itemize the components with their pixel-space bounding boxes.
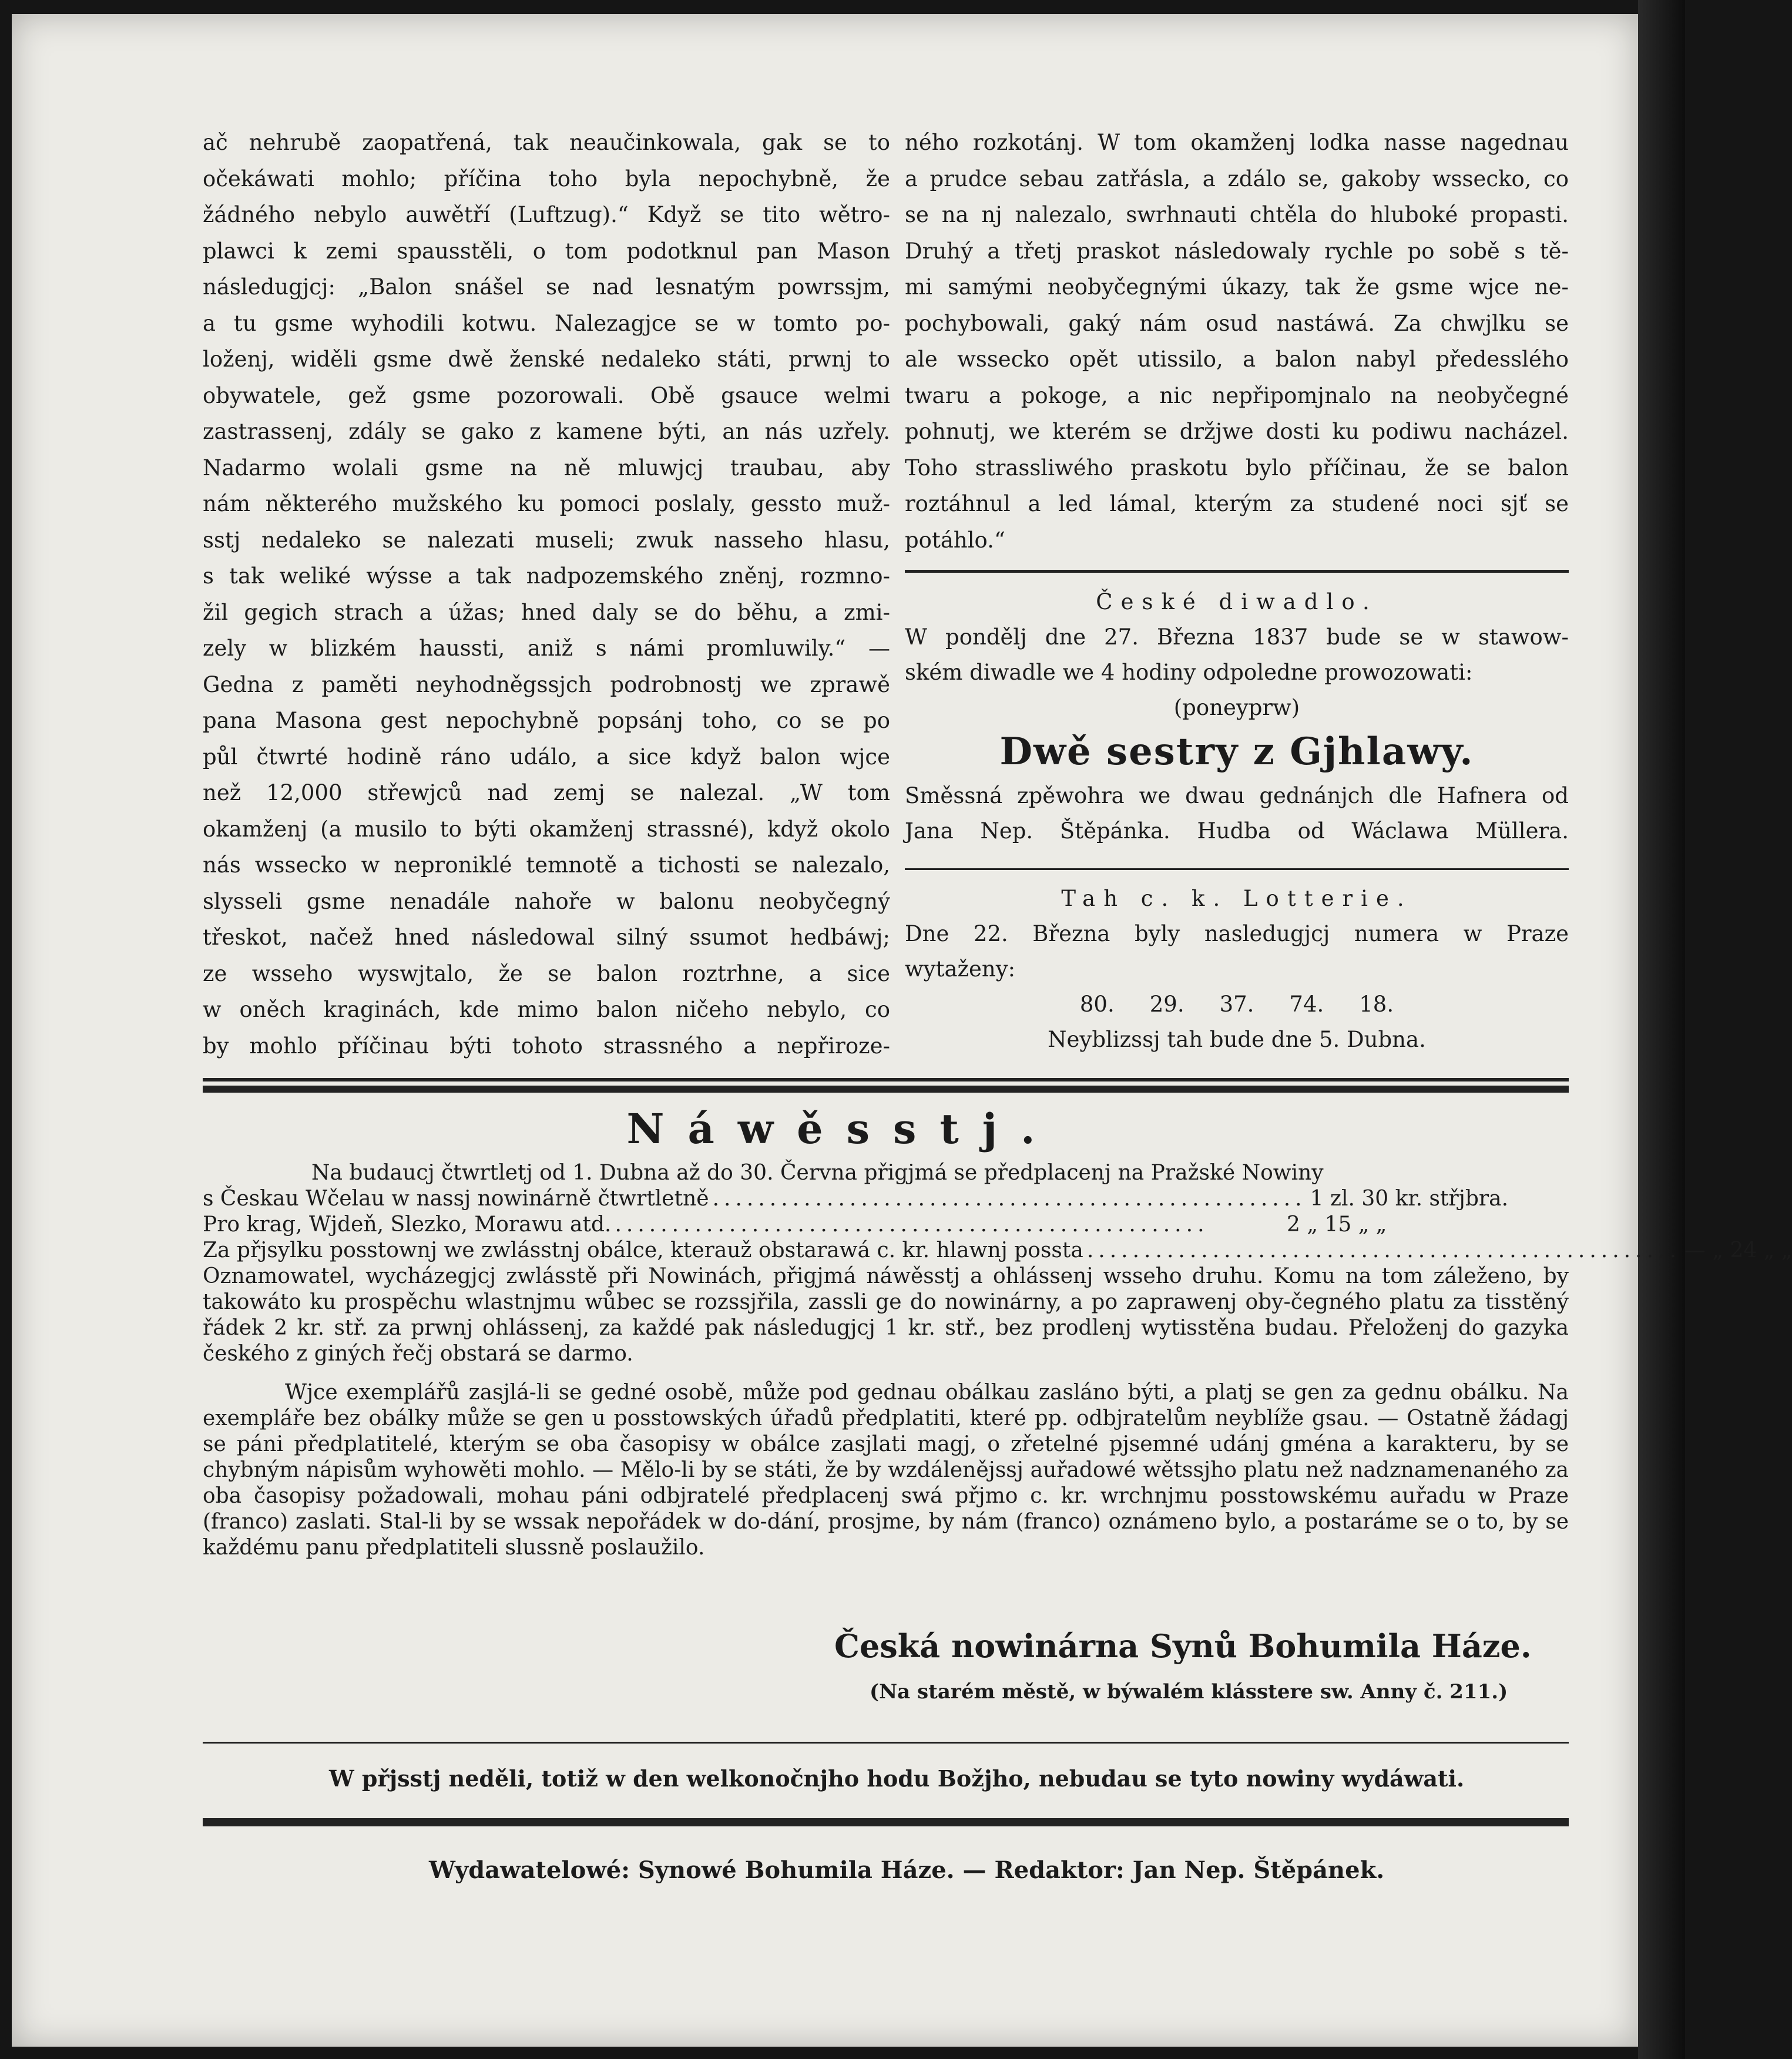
article-line: loženj, widěli gsme dwě ženské nedaleko státi, prwnj to [203, 347, 890, 372]
scan-edge [1638, 0, 1685, 2059]
article-line: twaru a pokoge, a nic nepřipomjnalo na neobyčegné [905, 382, 1569, 408]
notice-intro: Na budaucj čtwrtletj od 1. Dubna až do 30. Června přigjmá se předplacenj na Pražské Nowiny [311, 1161, 1324, 1185]
double-rule [203, 1078, 1569, 1081]
price-amount: — „ 24 „ „ [1684, 1238, 1792, 1262]
theatre-announcement [905, 585, 1569, 849]
lottery-number: 37. [1219, 992, 1254, 1017]
lottery-number: 18. [1359, 992, 1394, 1017]
notice-body [203, 1160, 1792, 1561]
article-line: žil gegich strach a úžas; hned daly se do běhu, a zmi- [203, 599, 890, 625]
play-title: Dwě sestry z Gjhlawy. [999, 730, 1474, 774]
section-rule [203, 1818, 1569, 1826]
article-line: než 12,000 střewjců nad zemj se nalezal. „W tom [203, 780, 890, 805]
article-line: se na nj nalezalo, swrhnauti chtěla do hluboké propasti. [905, 202, 1569, 227]
article-line: roztáhnul a led lámal, kterým za studené noci sjť se [905, 491, 1569, 516]
price-row [203, 1186, 1569, 1212]
notice-address: (Na starém městě, w býwalém klásstere sw. Anny č. 211.) [870, 1680, 1508, 1704]
theatre-heading: České diwadlo. [1096, 589, 1378, 614]
section-rule [203, 1742, 1569, 1744]
article-line: ale wssecko opět utissilo, a balon nabyl předesslého [905, 347, 1569, 372]
article-line: následugjcj: „Balon snášel se nad lesnatým powrssjm, [203, 274, 890, 300]
notice-paragraph: Oznamowatel, wycházegjcj zwlásstě při Nowinách, přigjmá náwěsstj a ohlássenj wsseho druhu. Komu na tom záleženo, by takowáto ku prospěchu wlastnjmu wůbec se rozssjřila, zassli ge do nowinárny, a po zaprawenj oby-čegného platu za tisstěný řádek 2 kr. stř. za prwnj ohlássenj, za každé pak následugjcj 1 kr. stř., bez prodlenj wytisstěna budau. Přeloženj do gazyka českého z giných řečj obstará se darmo. [203, 1264, 1569, 1366]
article-line: žádného nebylo auwětří (Luftzug).“ Když se tito wětro- [203, 202, 890, 227]
article-line: ze wsseho wyswjtalo, že se balon roztrhne, a sice [203, 960, 890, 986]
publisher-line: Wydawatelowé: Synowé Bohumila Háze. — Redaktor: Jan Nep. Štěpánek. [429, 1856, 1385, 1884]
article-line: w oněch kraginách, kde mimo balon ničeho nebylo, co [203, 997, 890, 1022]
double-rule [203, 1086, 1569, 1093]
lottery-next: Neyblizssj tah bude dne 5. Dubna. [1048, 1027, 1426, 1052]
dot-leader: .................................................... [615, 1212, 1209, 1237]
article-line: by mohlo příčinau býti tohoto strassného a nepřiroze- [203, 1033, 890, 1059]
notice-signature: Česká nowinárna Synů Bohumila Háze. [834, 1627, 1532, 1665]
section-rule [905, 868, 1569, 870]
article-line: nás wsseckо w neproniklé temnotě a tichosti se nalezalo, [203, 852, 890, 878]
article-line: s tak weliké wýsse a tak nadpozemského zněnj, rozmno- [203, 563, 890, 589]
price-label: s Českau Wčelau w nassj nowinárně čtwrtletně [203, 1187, 709, 1211]
article-line: potáhlo.“ [905, 527, 1005, 553]
theatre-note: (poneyprw) [1173, 695, 1300, 720]
section-rule [905, 570, 1569, 573]
left-column-article [203, 125, 890, 1064]
article-line: Nadarmo wolali gsme na ně mluwjcj traubau, aby [203, 455, 890, 481]
article-line: a tu gsme wyhodili kotwu. Nalezagjce se w tomto po- [203, 310, 890, 336]
price-label: Pro krag, Wjdeň, Slezko, Morawu atd. [203, 1212, 612, 1237]
article-line: pohnutj, we kterém se držjwe dosti ku podiwu nacházel. [905, 419, 1569, 444]
lottery-heading: Tah c. k. Lotterie. [1061, 886, 1412, 911]
theatre-line: Směssná zpěwohra we dwau gednánjch dle Hafnera od [905, 783, 1569, 808]
article-line: obywatele, gež gsme pozorowali. Obě gsauce welmi [203, 382, 890, 408]
dot-leader: .................................................... [1086, 1238, 1681, 1262]
article-line: ného rozkotánj. W tom okamženj lodka nasse nagednau [905, 130, 1569, 155]
article-line: pana Masona gest nepochybně popsánj toho, co se po [203, 708, 890, 733]
price-row [203, 1212, 1569, 1238]
price-row [203, 1238, 1792, 1264]
article-line: okamženj (a musilo to býti okamženj strassné), když okolo [203, 816, 890, 842]
notice-paragraph: Wjce exemplářů zasjlá-li se gedné osobě, může pod gednau obálkau zasláno býti, a platj se gen za gednu obálku. Na exempláře bez obálky může se gen u posstowských úřadů předplatiti, které pp. odbjratelům neyblíže gsau. — Ostatně žádagj se páni předplatitelé, kterým se oba časopisy w obálce zasjlati magj, o zřetelné pjsemné udánj gména a karakteru, by se chybným nápisům wyhowěti mohlo. — Mělo-li by se státi, že by wzdálenějssj auřadowé wětssjho platu než nadznamenaného za oba časopisy požadowali, mohau páni odbjratelé předplacenj swá přjmo c. kr. wrchnjmu posstowskému auřadu w Praze (franco) zaslati. Stal-li by se wssak nepořádek w do-dání, prosjme, by nám (franco) oznámeno bylo, a postaráme se o to, by se každému panu předplatiteli slussně poslaužilo. [203, 1380, 1569, 1560]
article-line: zastrassenj, zdály se gako z kamene býti, an nás uzřely. [203, 419, 890, 444]
price-label: Za přjsylku posstownj we zwlásstnj obálce, kterauž obstarawá c. kr. hlawnj possta [203, 1238, 1083, 1262]
article-line: zely w blizkém haussti, aniž s námi promluwily.“ — [203, 636, 890, 661]
lottery-line: Dne 22. Března byly nasledugjcj numera w Praze [905, 921, 1569, 946]
article-line: očekáwati mohlo; příčina toho byla nepochybně, že [203, 166, 890, 192]
article-line: Toho strassliwého praskotu bylo příčinau, že se balon [905, 455, 1569, 481]
lottery-announcement [905, 881, 1569, 1057]
article-line: slysseli gsme nenadále nahoře w balonu neobyčegný [203, 888, 890, 914]
theatre-line: Jana Nep. Štěpánka. Hudba od Wáclawa Müllera. [905, 818, 1569, 844]
price-amount: 2 „ 15 „ „ [1287, 1212, 1387, 1237]
lottery-number: 74. [1289, 992, 1324, 1017]
dot-leader: .................................................... [712, 1187, 1307, 1211]
article-line: Druhý a třetj praskot následowaly rychle po sobě s tě- [905, 238, 1569, 264]
right-column-article [905, 125, 1569, 558]
article-line: a prudce sebau zatřásla, a zdálo se, gakoby wssecko, co [905, 166, 1569, 192]
theatre-line: W pondělj dne 27. Března 1837 bude se w stawow- [905, 624, 1569, 650]
article-line: mi samými neobyčegnými úkazy, tak že gsme wjce ne- [905, 274, 1569, 300]
article-line: sstj nedaleko se nalezati museli; zwuk nasseho hlasu, [203, 527, 890, 553]
easter-note: W přjsstj neděli, totiž w den welkonočnjho hodu Božjho, nebudau se tyto nowiny wydáwati. [329, 1765, 1465, 1792]
lottery-numbers [905, 987, 1569, 1022]
price-amount: 1 zl. 30 kr. střjbra. [1310, 1187, 1509, 1211]
article-line: třeskot, načež hned následowal silný ssumot hedbáwj; [203, 925, 890, 950]
article-line: Gedna z paměti neyhodněgssjch podrobnostj we zprawě [203, 671, 890, 697]
lottery-number: 80. [1079, 992, 1115, 1017]
theatre-line: ském diwadle we 4 hodiny odpoledne prowozowati: [905, 660, 1473, 685]
article-line: ač nehrubě zaopatřená, tak neaučinkowala, gak se to [203, 130, 890, 155]
article-line: plawci k zemi spausstěli, o tom podotknul pan Mason [203, 238, 890, 264]
notice-title: Náwěsstj. [626, 1104, 1059, 1153]
article-line: pochybowali, gaký nám osud nastáwá. Za chwjlku se [905, 310, 1569, 336]
lottery-number: 29. [1149, 992, 1184, 1017]
article-line: nám některého mužského ku pomoci poslaly, gessto muž- [203, 491, 890, 516]
article-line: půl čtwrté hodině ráno událo, a sice když balon wjce [203, 744, 890, 770]
lottery-line: wytaženy: [905, 956, 1016, 982]
